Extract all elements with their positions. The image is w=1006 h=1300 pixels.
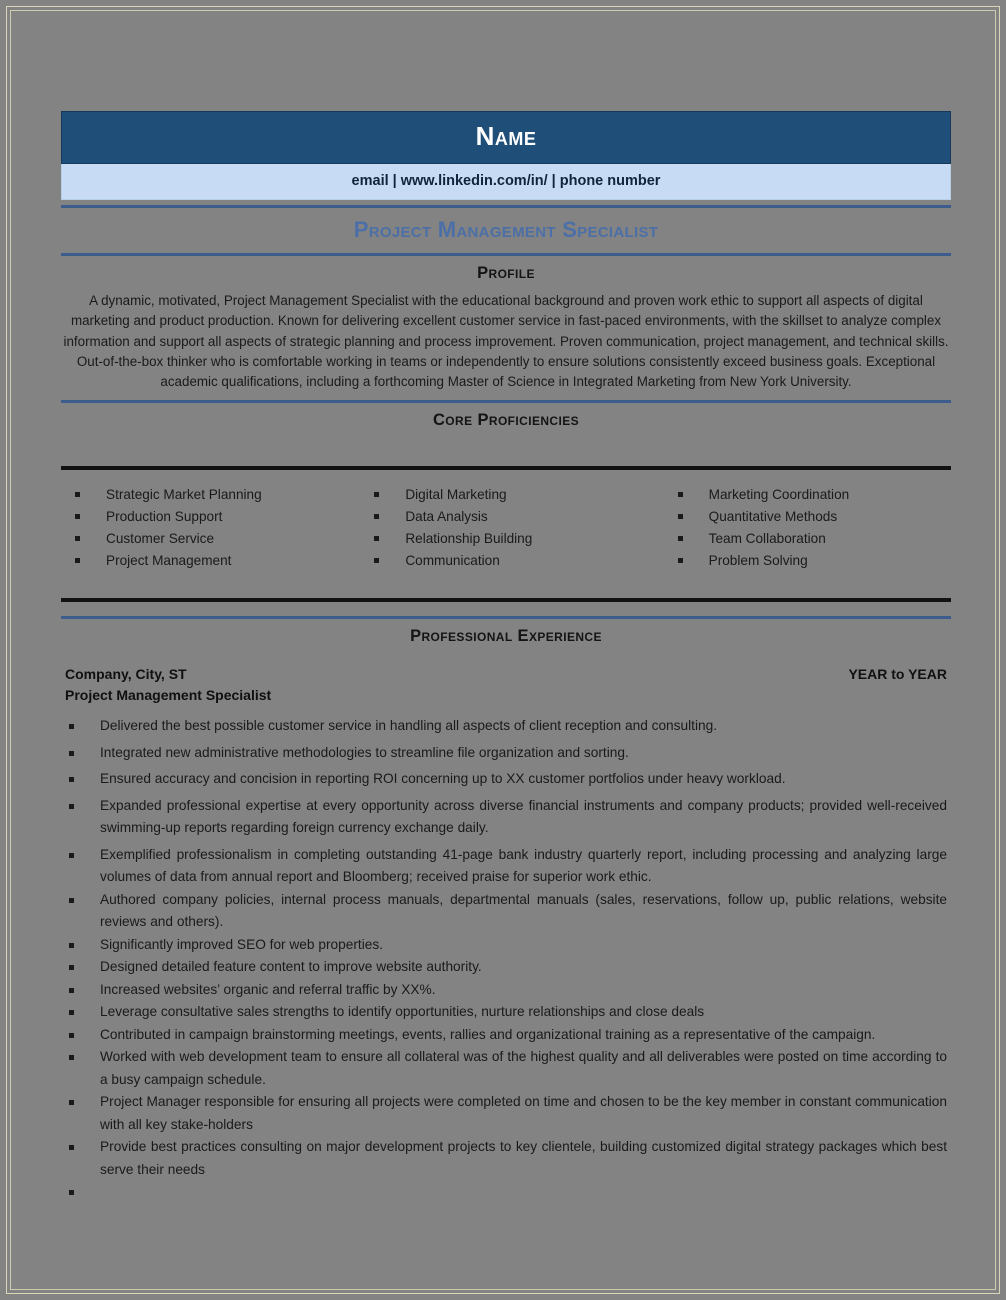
experience-entry-header (61, 652, 951, 682)
list-item (678, 510, 951, 524)
square-bullet-icon (75, 558, 80, 563)
list-item (75, 554, 348, 568)
proficiencies-column-1 (61, 488, 348, 576)
experience-bullet-text: Worked with web development team to ensure all collateral was of the highest quality and all deliverables were posted on time according to a busy campaign schedule. (100, 1049, 947, 1087)
square-bullet-icon (69, 965, 74, 970)
square-bullet-icon (678, 514, 683, 519)
list-item (65, 1091, 947, 1136)
square-bullet-icon (69, 1055, 74, 1060)
list-item (65, 795, 947, 840)
list-item (678, 532, 951, 546)
list-item (374, 532, 647, 546)
list-item (65, 1136, 947, 1181)
square-bullet-icon (75, 514, 80, 519)
square-bullet-icon (69, 1100, 74, 1105)
square-bullet-icon (69, 943, 74, 948)
proficiency-label: Project Management (106, 553, 232, 569)
list-item (65, 768, 947, 791)
list-item (678, 554, 951, 568)
square-bullet-icon (374, 558, 379, 563)
proficiency-label: Relationship Building (405, 531, 533, 547)
proficiency-label: Problem Solving (708, 553, 808, 569)
contact-banner (61, 164, 951, 200)
experience-bullet-text: Designed detailed feature content to improve website authority. (100, 959, 482, 975)
list-item (75, 488, 348, 502)
proficiencies-column-3 (648, 488, 951, 576)
experience-bullet-text: Provide best practices consulting on major development projects to key clientele, building customized digital strategy packages which best serve their needs (100, 1139, 947, 1177)
square-bullet-icon (69, 1010, 74, 1015)
proficiencies-column-2 (348, 488, 647, 576)
list-item (65, 934, 947, 957)
experience-bullet-text: Integrated new administrative methodologies to streamline file organization and sorting. (100, 744, 629, 760)
candidate-name: Name (475, 121, 537, 151)
list-item (65, 889, 947, 934)
experience-company: Company, City, ST (65, 666, 187, 683)
list-item (374, 510, 647, 524)
square-bullet-icon (69, 751, 74, 756)
contact-line: email | www.linkedin.com/in/ | phone number (351, 173, 661, 189)
experience-bullet-text: Project Manager responsible for ensuring all projects were completed on time and chosen to be the key member in constant communication with all key stake-holders (100, 1094, 947, 1132)
list-item (75, 532, 348, 546)
list-item (65, 715, 947, 738)
list-item (65, 1024, 947, 1047)
square-bullet-icon (69, 804, 74, 809)
experience-role: Project Management Specialist (65, 687, 272, 704)
proficiency-label: Communication (405, 553, 500, 569)
proficiency-label: Customer Service (106, 531, 215, 547)
proficiency-label: Digital Marketing (405, 487, 507, 503)
experience-bullet-text: Significantly improved SEO for web properties. (100, 936, 383, 952)
experience-bullet-text: Delivered the best possible customer service in handling all aspects of client reception and consulting. (100, 718, 718, 734)
profile-paragraph: A dynamic, motivated, Project Management Specialist with the educational background and proven work ethic to support all aspects of digital marketing and product production. Known for delivering excellent customer service in fast-paced environments, with the skillset to analyze complex information and support all aspects of strategic planning and process improvement. Proven communication, project management, and technical skills. Out-of-the-box thinker who is comfortable working in teams or independently to ensure solutions consistently exceed business goals. Exceptional academic qualifications, including a forthcoming Master of Science in Integrated Marketing from New York University. (63, 293, 949, 390)
experience-bullet-text: Exemplified professionalism in completing outstanding 41-page bank industry quarterly report, including processing and analyzing large volumes of data from annual report and Bloomberg; received praise for superior work ethic. (100, 846, 947, 885)
proficiency-label: Quantitative Methods (708, 509, 838, 525)
list-item (374, 488, 647, 502)
proficiency-label: Strategic Market Planning (106, 487, 262, 503)
section-heading-experience: Professional Experience (410, 627, 602, 646)
section-heading-profile: Profile (477, 264, 535, 282)
list-item (65, 844, 947, 889)
section-heading-proficiencies: Core Proficiencies (432, 411, 580, 430)
experience-bullet-list (61, 703, 951, 1199)
square-bullet-icon (69, 777, 74, 782)
square-bullet-icon (75, 536, 80, 541)
square-bullet-icon (69, 1190, 74, 1195)
proficiency-label: Team Collaboration (708, 531, 826, 547)
spacer (61, 436, 951, 466)
square-bullet-icon (69, 898, 74, 903)
list-item (75, 510, 348, 524)
resume-document (61, 111, 951, 1199)
experience-bullet-text: Leverage consultative sales strengths to identify opportunities, nurture relationships and close deals (100, 1004, 705, 1020)
experience-bullet-text: Increased websites’ organic and referral traffic by XX%. (100, 981, 436, 997)
spacer (61, 602, 951, 616)
list-item (65, 1181, 947, 1199)
experience-bullet-text: Authored company policies, internal process manuals, departmental manuals (sales, reservations, follow up, public relations, website reviews and others). (100, 891, 947, 930)
square-bullet-icon (678, 558, 683, 563)
list-item (678, 488, 951, 502)
proficiency-label: Production Support (106, 509, 223, 525)
experience-bullet-text: Ensured accuracy and concision in reporting ROI concerning up to XX customer portfolios under heavy workload. (100, 771, 786, 787)
list-item (65, 956, 947, 979)
square-bullet-icon (374, 492, 379, 497)
square-bullet-icon (69, 1033, 74, 1038)
square-bullet-icon (678, 492, 683, 497)
list-item (65, 979, 947, 1002)
list-item (65, 1001, 947, 1024)
page-frame (6, 6, 1000, 1294)
list-item (65, 1046, 947, 1091)
square-bullet-icon (69, 988, 74, 993)
proficiency-label: Data Analysis (405, 509, 488, 525)
square-bullet-icon (69, 724, 74, 729)
proficiency-label: Marketing Coordination (708, 487, 850, 503)
square-bullet-icon (374, 514, 379, 519)
square-bullet-icon (69, 1145, 74, 1150)
list-item (65, 742, 947, 765)
experience-bullet-text: Contributed in campaign brainstorming meetings, events, rallies and organizational training as a representative of the campaign. (100, 1026, 876, 1042)
experience-dates: YEAR to YEAR (848, 666, 947, 683)
square-bullet-icon (69, 853, 74, 858)
professional-headline: Project Management Specialist (353, 217, 659, 242)
square-bullet-icon (75, 492, 80, 497)
proficiencies-grid (61, 470, 951, 598)
square-bullet-icon (374, 536, 379, 541)
experience-bullet-text: Expanded professional expertise at every opportunity across diverse financial instruments and company products; provided well-received swimming-up reports regarding foreign currency exchange daily. (100, 797, 947, 836)
experience-bullet-text (100, 1181, 947, 1199)
name-banner (61, 111, 951, 164)
square-bullet-icon (678, 536, 683, 541)
list-item (374, 554, 647, 568)
